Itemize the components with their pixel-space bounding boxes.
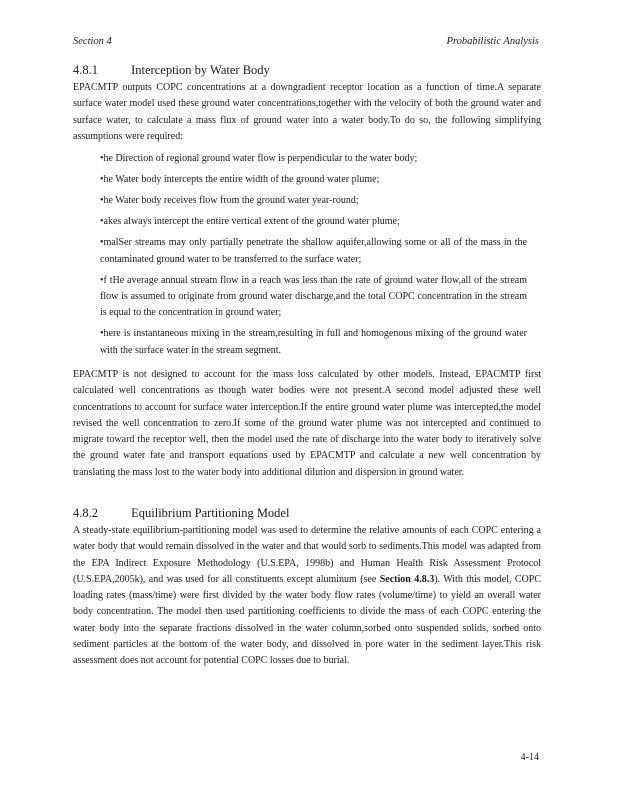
- assumption-text: •f tHe average annual stream flow in a reach was less than the rate of ground water flow,all of the stream flow is assumed to originate from ground water discharge,and the total COPC concentration in the stream is equal to the concentration in ground water;: [100, 274, 527, 319]
- assumption-item: [82, 172, 527, 188]
- partitioning-paragraph-block: [73, 523, 541, 670]
- partitioning-paragraph: [73, 523, 541, 670]
- heading-number: 4.8.1: [73, 63, 98, 77]
- assumption-text: •akes always intercept the entire vertical extent of the ground water plume;: [100, 216, 400, 228]
- assumption-list: [82, 151, 527, 364]
- heading-4-8-2: [73, 506, 289, 521]
- section-reference: Section 4.8.3: [379, 573, 435, 585]
- heading-4-8-1: [73, 63, 270, 78]
- assumption-item: [82, 326, 527, 359]
- closing-paragraph: EPACMTP is not designed to account for the mass loss calculated by other models. Instead, EPACMTP first calculated well concentrations as though water bodies were not present.A second model adjusted these well concentrations to account for surface water interception.If the entire ground water plume was intercepted,the model revised the well concentration to zero.If some of the ground water plume was not intercepted and continued to migrate toward the receptor well, then the model used the rate of discharge into the water body to iteratively solve the ground water fate and transport equations used by EPACMTP and calculate a new well concentration by translating the mass lost to the water body into additional dilution and dispersion in ground water.: [73, 369, 541, 478]
- header-section-label: Section 4: [73, 36, 112, 47]
- assumption-text: •malSer streams may only partially penetrate the shallow aquifer,allowing some or all of the mass in the contaminated ground water to be transferred to the surface water;: [100, 237, 527, 265]
- heading-title: Interception by Water Body: [131, 63, 270, 77]
- assumption-item: [82, 151, 527, 167]
- assumption-text: •here is instantaneous mixing in the stream,resulting in full and homogenous mixing of the ground water with the surface water in the stream segment.: [100, 328, 527, 356]
- assumption-item: [82, 214, 527, 230]
- header-chapter-title: Probabilistic Analysis: [446, 36, 539, 47]
- running-header: [73, 36, 539, 47]
- assumption-item: [82, 235, 527, 268]
- paragraph-text-before: A steady-state equilibrium-partitioning model was used to determine the relative amounts of each COPC entering a water body that would remain dissolved in the water and that would sorb to sediments.This model was adapted from the EPA Indirect Exposure Methodology (U.S.EPA, 1998b) and Human Health Risk Assessment Protocol (U.S.EPA,2005k), and was used for all constituents except aluminum (see: [73, 525, 541, 585]
- assumption-text: •he Direction of regional ground water flow is perpendicular to the water body;: [100, 153, 418, 164]
- closing-paragraph-block: [73, 367, 541, 481]
- heading-title: Equilibrium Partitioning Model: [131, 506, 290, 520]
- assumption-text: •he Water body receives flow from the ground water year-round;: [100, 195, 359, 207]
- page-number: 4-14: [520, 752, 539, 763]
- assumption-text: •he Water body intercepts the entire width of the ground water plume;: [100, 174, 380, 186]
- intro-paragraph: EPACMTP outputs COPC concentrations at a downgradient receptor location as a function of time.A separate surface water model used these ground water concentrations,together with the velocity of both the ground water and surface water, to calculate a mass flux of ground water into a water body.To do so, the following simplifying assumptions were required:: [73, 82, 541, 142]
- heading-number: 4.8.2: [73, 506, 98, 520]
- paragraph-text-after: ). With this model, COPC loading rates (mass/time) were first divided by the water body flow rates (volume/time) to yield an overall water body concentration. The model then used partitioning coefficients to divide the mass of each COPC entering the water body into the separate fractions dissolved in the water column,sorbed onto suspended solids, sorbed onto sediment particles at the bottom of the water body, and dissolved in pore water in the sediment layer.This risk assessment does not account for potential COPC losses due to burial.: [73, 573, 542, 667]
- assumption-item: [82, 193, 527, 209]
- intro-paragraph-block: [73, 80, 541, 145]
- assumption-item: [82, 273, 527, 322]
